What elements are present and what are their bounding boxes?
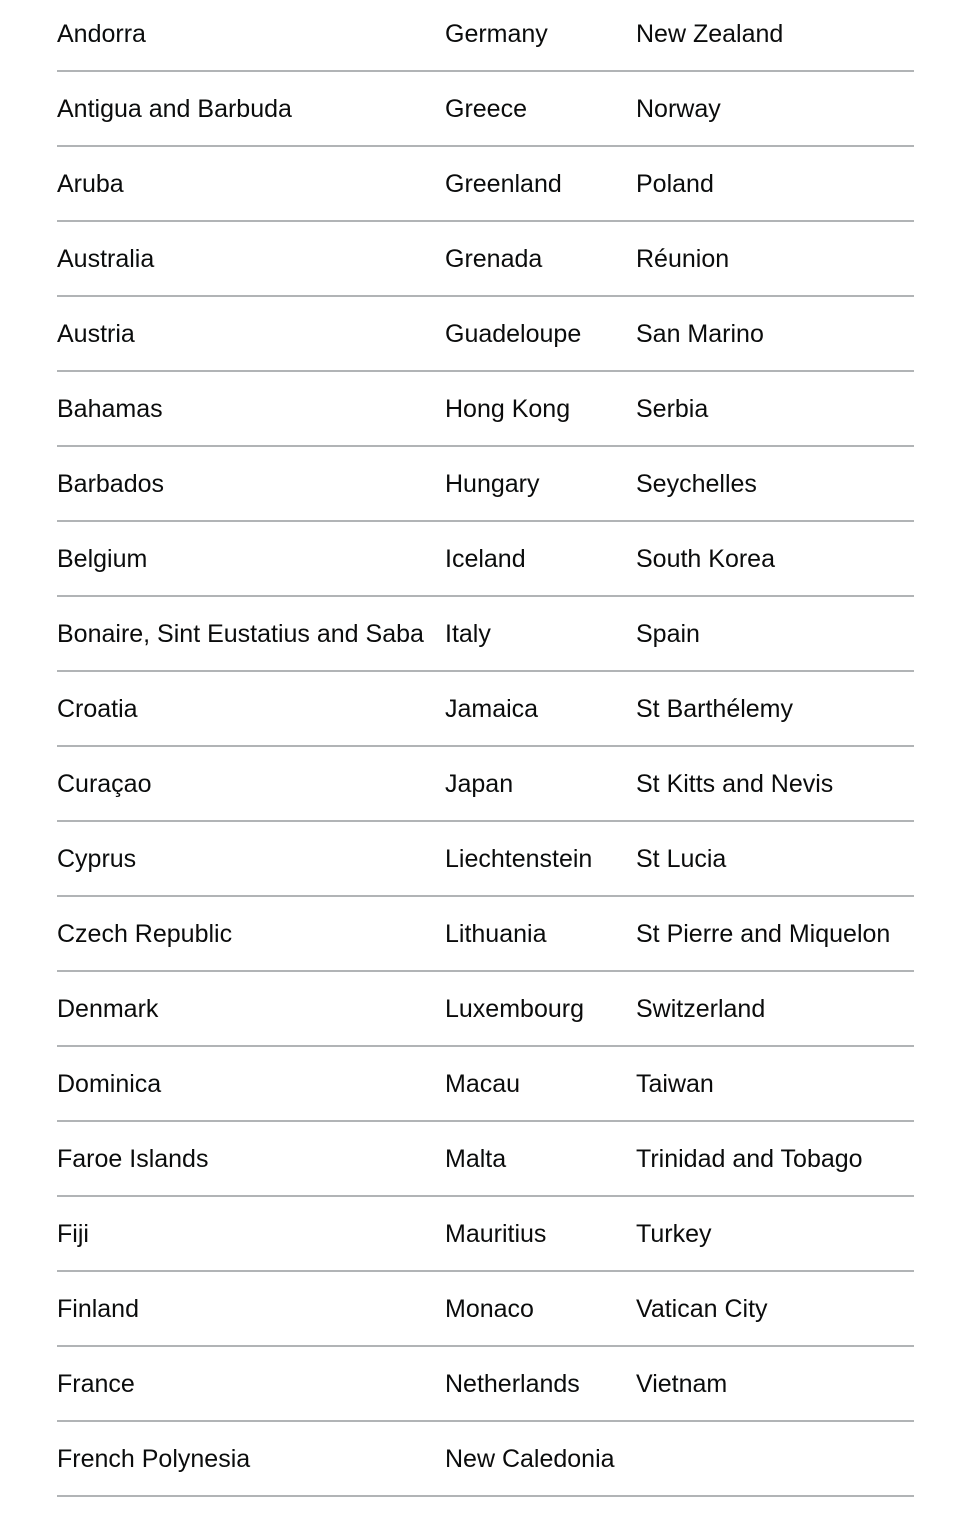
- country-cell: Macau: [445, 1046, 636, 1121]
- country-cell: New Zealand: [636, 0, 914, 71]
- country-cell: France: [57, 1346, 445, 1421]
- country-cell: Greenland: [445, 146, 636, 221]
- country-cell: Netherlands: [445, 1346, 636, 1421]
- country-cell: Monaco: [445, 1271, 636, 1346]
- country-cell: Dominica: [57, 1046, 445, 1121]
- country-cell: Bahamas: [57, 371, 445, 446]
- country-cell: San Marino: [636, 296, 914, 371]
- country-cell: Iceland: [445, 521, 636, 596]
- country-cell: Belgium: [57, 521, 445, 596]
- table-row: [57, 671, 914, 746]
- country-cell: Mauritius: [445, 1196, 636, 1271]
- country-cell: Serbia: [636, 371, 914, 446]
- country-cell: Guadeloupe: [445, 296, 636, 371]
- country-cell: Switzerland: [636, 971, 914, 1046]
- country-cell: Austria: [57, 296, 445, 371]
- table-row: [57, 821, 914, 896]
- country-cell: St Kitts and Nevis: [636, 746, 914, 821]
- country-cell: Czech Republic: [57, 896, 445, 971]
- country-cell: Trinidad and Tobago: [636, 1121, 914, 1196]
- country-cell: Fiji: [57, 1196, 445, 1271]
- country-cell: Vatican City: [636, 1271, 914, 1346]
- country-cell: Malta: [445, 1121, 636, 1196]
- country-cell: Spain: [636, 596, 914, 671]
- country-cell: Seychelles: [636, 446, 914, 521]
- table-row: [57, 371, 914, 446]
- country-cell: Luxembourg: [445, 971, 636, 1046]
- country-cell: Faroe Islands: [57, 1121, 445, 1196]
- table-row: [57, 1346, 914, 1421]
- country-cell: [636, 1421, 914, 1496]
- country-cell: Aruba: [57, 146, 445, 221]
- country-cell: Grenada: [445, 221, 636, 296]
- table-row: [57, 0, 914, 71]
- country-cell: Finland: [57, 1271, 445, 1346]
- table-row: [57, 296, 914, 371]
- table-row: [57, 1046, 914, 1121]
- table-row: [57, 746, 914, 821]
- country-cell: Antigua and Barbuda: [57, 71, 445, 146]
- country-cell: Poland: [636, 146, 914, 221]
- table-row: [57, 521, 914, 596]
- country-cell: Bonaire, Sint Eustatius and Saba: [57, 596, 445, 671]
- table-row: [57, 971, 914, 1046]
- country-cell: New Caledonia: [445, 1421, 636, 1496]
- country-list-body: [57, 0, 914, 1496]
- country-cell: Croatia: [57, 671, 445, 746]
- table-row: [57, 1421, 914, 1496]
- country-cell: South Korea: [636, 521, 914, 596]
- table-row: [57, 446, 914, 521]
- country-cell: Lithuania: [445, 896, 636, 971]
- country-cell: Italy: [445, 596, 636, 671]
- table-row: [57, 1196, 914, 1271]
- country-cell: Australia: [57, 221, 445, 296]
- country-cell: Vietnam: [636, 1346, 914, 1421]
- country-cell: Turkey: [636, 1196, 914, 1271]
- country-cell: French Polynesia: [57, 1421, 445, 1496]
- country-cell: Germany: [445, 0, 636, 71]
- table-row: [57, 1121, 914, 1196]
- country-cell: Cyprus: [57, 821, 445, 896]
- country-cell: Andorra: [57, 0, 445, 71]
- country-cell: St Barthélemy: [636, 671, 914, 746]
- country-list-table: [57, 0, 914, 1497]
- country-cell: Curaçao: [57, 746, 445, 821]
- country-cell: Hong Kong: [445, 371, 636, 446]
- country-cell: Norway: [636, 71, 914, 146]
- table-row: [57, 71, 914, 146]
- country-cell: Greece: [445, 71, 636, 146]
- country-cell: Denmark: [57, 971, 445, 1046]
- country-cell: Japan: [445, 746, 636, 821]
- country-cell: Barbados: [57, 446, 445, 521]
- country-cell: Liechtenstein: [445, 821, 636, 896]
- table-row: [57, 896, 914, 971]
- table-row: [57, 221, 914, 296]
- country-cell: Jamaica: [445, 671, 636, 746]
- table-row: [57, 1271, 914, 1346]
- country-cell: St Pierre and Miquelon: [636, 896, 914, 971]
- table-row: [57, 596, 914, 671]
- country-cell: Taiwan: [636, 1046, 914, 1121]
- country-cell: St Lucia: [636, 821, 914, 896]
- country-cell: Hungary: [445, 446, 636, 521]
- country-cell: Réunion: [636, 221, 914, 296]
- table-row: [57, 146, 914, 221]
